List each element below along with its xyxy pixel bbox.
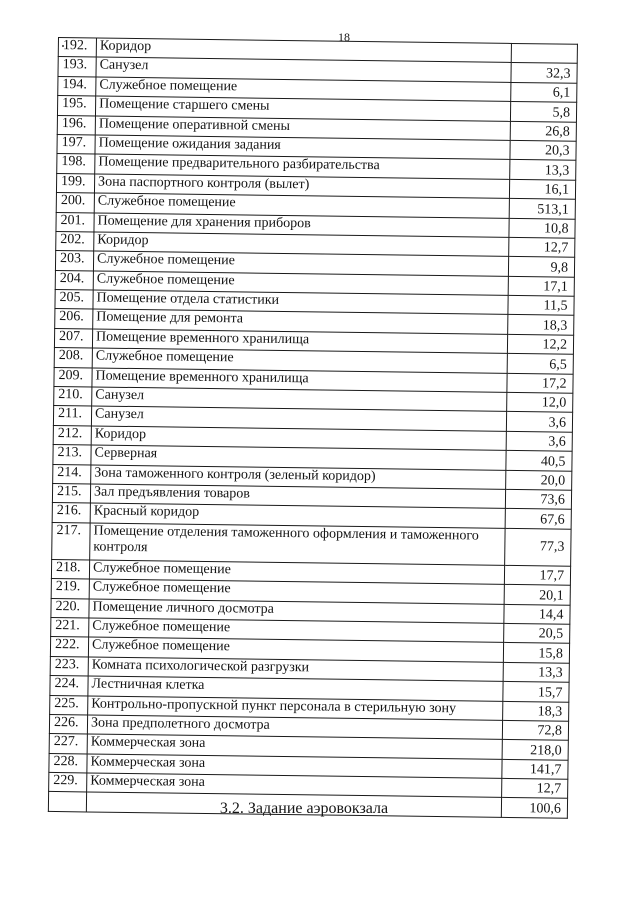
room-area: 12,0 <box>507 392 573 412</box>
room-area: 20,5 <box>504 623 570 643</box>
row-number: 219. <box>51 579 89 599</box>
room-name: Служебное помещение <box>89 618 504 643</box>
room-name: Служебное помещение <box>88 637 503 662</box>
row-number: 223. <box>50 656 88 676</box>
room-name: Служебное помещение <box>93 251 508 276</box>
room-name: Коридор <box>91 426 506 451</box>
row-number: 222. <box>50 637 88 657</box>
row-number: 192. <box>58 38 96 58</box>
row-number: 203. <box>55 251 93 271</box>
room-area: 513,1 <box>509 199 575 219</box>
room-name: Комната психологической разгрузки <box>88 657 503 682</box>
row-number: 220. <box>51 598 89 618</box>
room-area: 3,6 <box>506 431 572 451</box>
room-area: 12,7 <box>502 778 568 798</box>
row-number: 228. <box>49 753 87 773</box>
row-number: 221. <box>51 617 89 637</box>
row-number: 216. <box>52 503 90 523</box>
room-area: 17,7 <box>504 565 570 585</box>
row-number: 224. <box>50 676 88 696</box>
room-name: Помещение отдела статистики <box>93 290 508 315</box>
room-area: 20,1 <box>504 585 570 605</box>
room-name: Зона паспортного контроля (вылет) <box>94 174 509 199</box>
row-number: 206. <box>55 309 93 329</box>
row-number: 196. <box>57 115 95 135</box>
room-name: Коридор <box>94 232 509 257</box>
row-number: 217. <box>52 522 90 559</box>
room-name: Контрольно-пропускной пункт персонала в стерильную зону <box>88 695 503 720</box>
room-name: Служебное помещение <box>94 193 509 218</box>
room-name: Лестничная клетка <box>88 676 503 701</box>
row-number: 229. <box>49 773 87 793</box>
room-name: Помещение для хранения приборов <box>94 213 509 238</box>
room-name: Санузел <box>91 406 506 431</box>
room-area: 5,8 <box>510 102 576 122</box>
room-name: Помещение ожидания задания <box>95 135 510 160</box>
room-area: 218,0 <box>502 740 568 760</box>
room-area: 100,6 <box>501 798 567 818</box>
row-number: 209. <box>54 367 92 387</box>
row-number: 201. <box>56 212 94 232</box>
room-area: 73,6 <box>505 489 571 509</box>
row-number: 200. <box>56 193 94 213</box>
room-name: Санузел <box>96 57 511 82</box>
room-area: 20,0 <box>506 470 572 490</box>
room-area: 77,3 <box>505 528 571 566</box>
room-name: Помещение временного хранилища <box>92 329 507 354</box>
room-area: 32,3 <box>511 63 577 83</box>
row-number: 210. <box>54 387 92 407</box>
room-name: Коммерческая зона <box>87 734 502 759</box>
room-area: 72,8 <box>502 720 568 740</box>
row-number: 218. <box>51 559 89 579</box>
room-area: 26,8 <box>510 121 576 141</box>
page-number: 18 <box>338 30 350 44</box>
room-area: 15,8 <box>503 643 569 663</box>
room-area: 6,5 <box>507 354 573 374</box>
rooms-table <box>48 37 578 819</box>
row-number: 215. <box>52 483 90 503</box>
room-area: 9,8 <box>508 257 574 277</box>
room-area: 18,3 <box>503 701 569 721</box>
room-area: 11,5 <box>508 295 574 315</box>
room-name: Коммерческая зона <box>87 754 502 779</box>
row-number: 204. <box>55 270 93 290</box>
row-number: 226. <box>49 714 87 734</box>
room-area: 10,8 <box>509 218 575 238</box>
room-name: Коридор <box>96 38 511 63</box>
room-name: Помещение временного хранилища <box>92 368 507 393</box>
room-name: Служебное помещение <box>92 348 507 373</box>
room-name: Зона таможенного контроля (зеленый коридор) <box>91 465 506 490</box>
row-number: 212. <box>53 425 91 445</box>
room-area: 14,4 <box>504 604 570 624</box>
row-number: 193. <box>58 57 96 77</box>
room-area: 20,3 <box>510 140 576 160</box>
room-area: 16,1 <box>509 179 575 199</box>
room-area: 12,7 <box>509 237 575 257</box>
room-name: Служебное помещение <box>93 271 508 296</box>
room-name: Зона предполетного досмотра <box>87 715 502 740</box>
room-name: Зал предъявления товаров <box>90 484 505 509</box>
room-area: 13,3 <box>503 662 569 682</box>
room-name: Служебное помещение <box>89 560 504 585</box>
row-number: 198. <box>57 154 95 174</box>
room-area: 18,3 <box>508 315 574 335</box>
row-number: 207. <box>54 328 92 348</box>
room-name: Помещение оперативной смены <box>95 116 510 141</box>
room-name: Помещение старшего смены <box>95 96 510 121</box>
room-area: 6,1 <box>511 82 577 102</box>
room-name: Помещение личного досмотра <box>89 599 504 624</box>
section-title: 3.2. Задание аэровокзала <box>219 800 389 817</box>
room-name: Служебное помещение <box>96 77 511 102</box>
room-area: 40,5 <box>506 451 572 471</box>
room-name: Помещение для ремонта <box>93 309 508 334</box>
row-number: 205. <box>55 290 93 310</box>
room-area: 12,2 <box>507 334 573 354</box>
row-number: 208. <box>54 348 92 368</box>
room-area <box>511 43 577 63</box>
room-name: Коммерческая зона <box>87 773 502 798</box>
room-name: Помещение отделения таможенного оформления и таможенного контроля <box>90 523 505 565</box>
room-name: Служебное помещение <box>89 579 504 604</box>
row-number: 197. <box>57 134 95 154</box>
room-area: 17,2 <box>507 373 573 393</box>
room-name: Серверная <box>91 445 506 470</box>
room-name: Помещение предварительного разбирательства <box>95 154 510 179</box>
row-number: 225. <box>50 695 88 715</box>
row-number: 194. <box>58 76 96 96</box>
room-name: Красный коридор <box>90 503 505 528</box>
row-number: 211. <box>53 406 91 426</box>
room-area: 15,7 <box>503 681 569 701</box>
room-area: 13,3 <box>510 160 576 180</box>
row-number: 199. <box>56 173 94 193</box>
room-name: Санузел <box>92 387 507 412</box>
room-area: 141,7 <box>502 759 568 779</box>
row-number: 202. <box>56 231 94 251</box>
row-number: 213. <box>53 445 91 465</box>
row-number: 214. <box>53 464 91 484</box>
room-area: 67,6 <box>505 509 571 529</box>
room-area: 17,1 <box>508 276 574 296</box>
row-number: 195. <box>57 96 95 116</box>
room-area: 3,6 <box>506 412 572 432</box>
rooms-table-body <box>48 38 577 819</box>
row-number: 227. <box>49 734 87 754</box>
